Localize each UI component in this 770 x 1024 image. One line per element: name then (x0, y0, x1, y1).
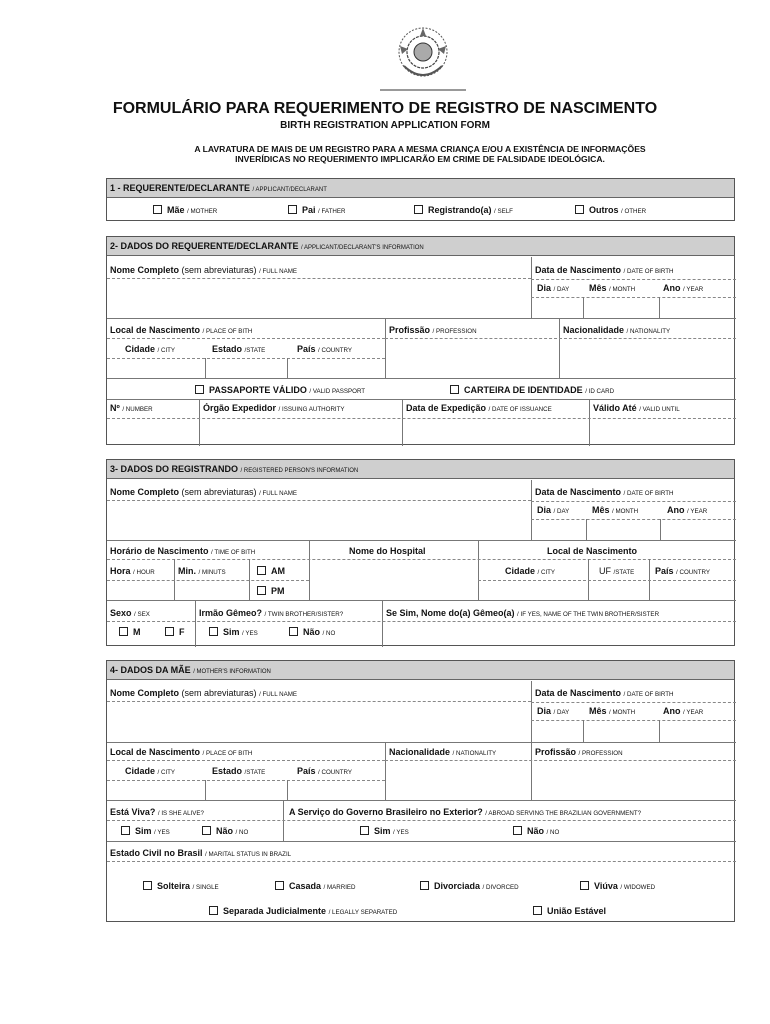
passport-option[interactable]: PASSAPORTE VÁLIDO / VALID PASSPORT (195, 385, 365, 395)
issuer-label: Órgão Expedidor / ISSUING AUTHORITY (203, 403, 345, 413)
option-self[interactable] (414, 205, 513, 215)
country-label: País / COUNTRY (655, 566, 710, 576)
dob-month-label: Mês / MONTH (589, 706, 636, 716)
section-1-header (107, 179, 734, 198)
dob-year-label: Ano / YEAR (663, 283, 704, 293)
section-1-title: 1 - REQUERENTE/DECLARANTE (110, 183, 251, 193)
sex-label: Sexo / SEX (110, 608, 150, 618)
minute-label: Min. / MINUTS (178, 566, 226, 576)
alive-yes-option[interactable]: Sim / YES (121, 826, 170, 836)
dob-day-label: Dia / DAY (537, 505, 570, 515)
hospital-label: Nome do Hospital (349, 546, 426, 556)
section-4-header (107, 661, 734, 680)
checkbox-self[interactable] (414, 205, 423, 214)
issue-date-label: Data de Expedição / DATE OF ISSUANCE (406, 403, 552, 413)
label: Outros (589, 205, 619, 215)
label: Registrando(a) (428, 205, 492, 215)
full-name-label: Nome Completo (sem abreviaturas) / FULL NAME (110, 688, 298, 698)
am-option[interactable]: AM (257, 566, 285, 576)
sex-f-option[interactable]: F (165, 627, 185, 637)
option-father[interactable] (288, 205, 345, 215)
sex-m-option[interactable]: M (119, 627, 141, 637)
profession-label: Profissão / PROFESSION (389, 325, 477, 335)
section-applicant (106, 178, 735, 221)
marital-status-label: Estado Civil no Brasil / MARITAL STATUS IN BRAZIL (110, 848, 292, 858)
birth-time-label: Horário de Nascimento / TIME OF BITH (110, 546, 256, 556)
twin-label: Irmão Gêmeo? / TWIN BROTHER/SISTER? (199, 608, 344, 618)
form-title: FORMULÁRIO PARA REQUERIMENTO DE REGISTRO DE NASCIMENTO (112, 100, 658, 117)
section-applicant-info (106, 236, 735, 445)
option-other[interactable] (575, 205, 646, 215)
birthplace-label: Local de Nascimento (547, 546, 638, 556)
legal-warning (120, 144, 720, 164)
checkbox-mother[interactable] (153, 205, 162, 214)
doc-number-label: Nº / NUMBER (110, 403, 153, 413)
valid-until-label: Válido Até / VALID UNTIL (593, 403, 680, 413)
pob-label: Local de Nascimento / PLACE OF BITH (110, 325, 253, 335)
single-option[interactable]: Solteira / SINGLE (143, 881, 219, 891)
full-name-input[interactable] (107, 279, 531, 317)
state-label: Estado /STATE (212, 344, 266, 354)
city-label: Cidade / CITY (505, 566, 556, 576)
checkbox-stable-union[interactable] (533, 906, 542, 915)
checkbox-separated[interactable] (209, 906, 218, 915)
married-option[interactable]: Casada / MARRIED (275, 881, 356, 891)
checkbox-alive-yes[interactable] (121, 826, 130, 835)
idcard-option[interactable]: CARTEIRA DE IDENTIDADE / ID CARD (450, 385, 614, 395)
dob-month-label: Mês / MONTH (592, 505, 639, 515)
checkbox-widowed[interactable] (580, 881, 589, 890)
checkbox-other[interactable] (575, 205, 584, 214)
section-4-title: 4- DADOS DA MÃE (110, 665, 191, 675)
nationality-label: Nacionalidade / NATIONALITY (563, 325, 671, 335)
twin-yes-option[interactable]: Sim / YES (209, 627, 258, 637)
form-subtitle: BIRTH REGISTRATION APPLICATION FORM (280, 120, 490, 131)
divorced-option[interactable]: Divorciada / DIVORCED (420, 881, 519, 891)
dob-year-label: Ano / YEAR (667, 505, 708, 515)
label-en: / OTHER (621, 208, 647, 215)
checkbox-twin-no[interactable] (289, 627, 298, 636)
warning-line-1: A LAVRATURA DE MAIS DE UM REGISTRO PARA A MESMA CRIANÇA E/OU A EXISTÊNCIA DE INFORMAÇÕES (194, 144, 646, 154)
service-no-option[interactable]: Não / NO (513, 826, 559, 836)
dob-day-label: Dia / DAY (537, 706, 570, 716)
uf-label: UF /STATE (599, 566, 635, 576)
profession-label: Profissão / PROFESSION (535, 747, 623, 757)
label-en: / SELF (494, 208, 513, 215)
city-label: Cidade / CITY (125, 344, 176, 354)
checkbox-divorced[interactable] (420, 881, 429, 890)
checkbox-female[interactable] (165, 627, 174, 636)
checkbox-passport[interactable] (195, 385, 204, 394)
section-4-title-en: / MOTHER'S INFORMATION (193, 669, 271, 675)
checkbox-am[interactable] (257, 566, 266, 575)
checkbox-twin-yes[interactable] (209, 627, 218, 636)
dob-label: Data de Nascimento / DATE OF BIRTH (535, 688, 674, 698)
dob-label: Data de Nascimento / DATE OF BIRTH (535, 487, 674, 497)
section-1-title-en: / APPLICANT/DECLARANT (252, 187, 327, 193)
country-label: País / COUNTRY (297, 344, 352, 354)
section-2-header (107, 237, 734, 256)
section-mother-info (106, 660, 735, 922)
section-registered-person (106, 459, 735, 646)
section-2-title-en: / APPLICANT/DECLARANT'S INFORMATION (301, 245, 424, 251)
dob-month-label: Mês / MONTH (589, 283, 636, 293)
checkbox-married[interactable] (275, 881, 284, 890)
full-name-label: Nome Completo (sem abreviaturas) / FULL NAME (110, 265, 298, 275)
label: Mãe (167, 205, 185, 215)
option-mother[interactable] (153, 205, 217, 215)
checkbox-service-no[interactable] (513, 826, 522, 835)
widowed-option[interactable]: Viúva / WIDOWED (580, 881, 655, 891)
state-label: Estado /STATE (212, 766, 266, 776)
city-label: Cidade / CITY (125, 766, 176, 776)
coat-of-arms-seal (380, 22, 466, 92)
section-3-header (107, 460, 734, 479)
dob-day-label: Dia / DAY (537, 283, 570, 293)
alive-label: Está Viva? / IS SHE ALIVE? (110, 807, 204, 817)
checkbox-male[interactable] (119, 627, 128, 636)
alive-no-option[interactable]: Não / NO (202, 826, 248, 836)
twin-name-label: Se Sim, Nome do(a) Gêmeo(a) / IF YES, NAME OF THE TWIN BROTHER/SISTER (386, 608, 660, 618)
separated-option[interactable]: Separada Judicialmente / LEGALLY SEPARATED (209, 906, 397, 916)
checkbox-single[interactable] (143, 881, 152, 890)
checkbox-father[interactable] (288, 205, 297, 214)
pm-option[interactable]: PM (257, 586, 285, 596)
gov-service-label: A Serviço do Governo Brasileiro no Exterior? / ABROAD SERVING THE BRAZILIAN GOVERNMENT? (289, 807, 642, 817)
service-yes-option[interactable]: Sim / YES (360, 826, 409, 836)
checkbox-idcard[interactable] (450, 385, 459, 394)
hour-label: Hora / HOUR (110, 566, 155, 576)
label-en: / FATHER (318, 208, 346, 215)
checkbox-pm[interactable] (257, 586, 266, 595)
warning-line-2: INVERÍDICAS NO REQUERIMENTO IMPLICARÃO EM CRIME DE FALSIDADE IDEOLÓGICA. (235, 154, 605, 164)
stable-union-option[interactable]: União Estável (533, 906, 606, 916)
twin-no-option[interactable]: Não / NO (289, 627, 335, 637)
section-3-title: 3- DADOS DO REGISTRANDO (110, 464, 239, 474)
dob-label: Data de Nascimento / DATE OF BIRTH (535, 265, 674, 275)
dob-year-label: Ano / YEAR (663, 706, 704, 716)
section-2-title: 2- DADOS DO REQUERENTE/DECLARANTE (110, 241, 299, 251)
country-label: País / COUNTRY (297, 766, 352, 776)
nationality-label: Nacionalidade / NATIONALITY (389, 747, 497, 757)
checkbox-service-yes[interactable] (360, 826, 369, 835)
full-name-label: Nome Completo (sem abreviaturas) / FULL NAME (110, 487, 298, 497)
label-en: / MOTHER (187, 208, 218, 215)
label: Pai (302, 205, 316, 215)
section-3-title-en: / REGISTERED PERSON'S INFORMATION (240, 468, 359, 474)
checkbox-alive-no[interactable] (202, 826, 211, 835)
pob-label: Local de Nascimento / PLACE OF BITH (110, 747, 253, 757)
